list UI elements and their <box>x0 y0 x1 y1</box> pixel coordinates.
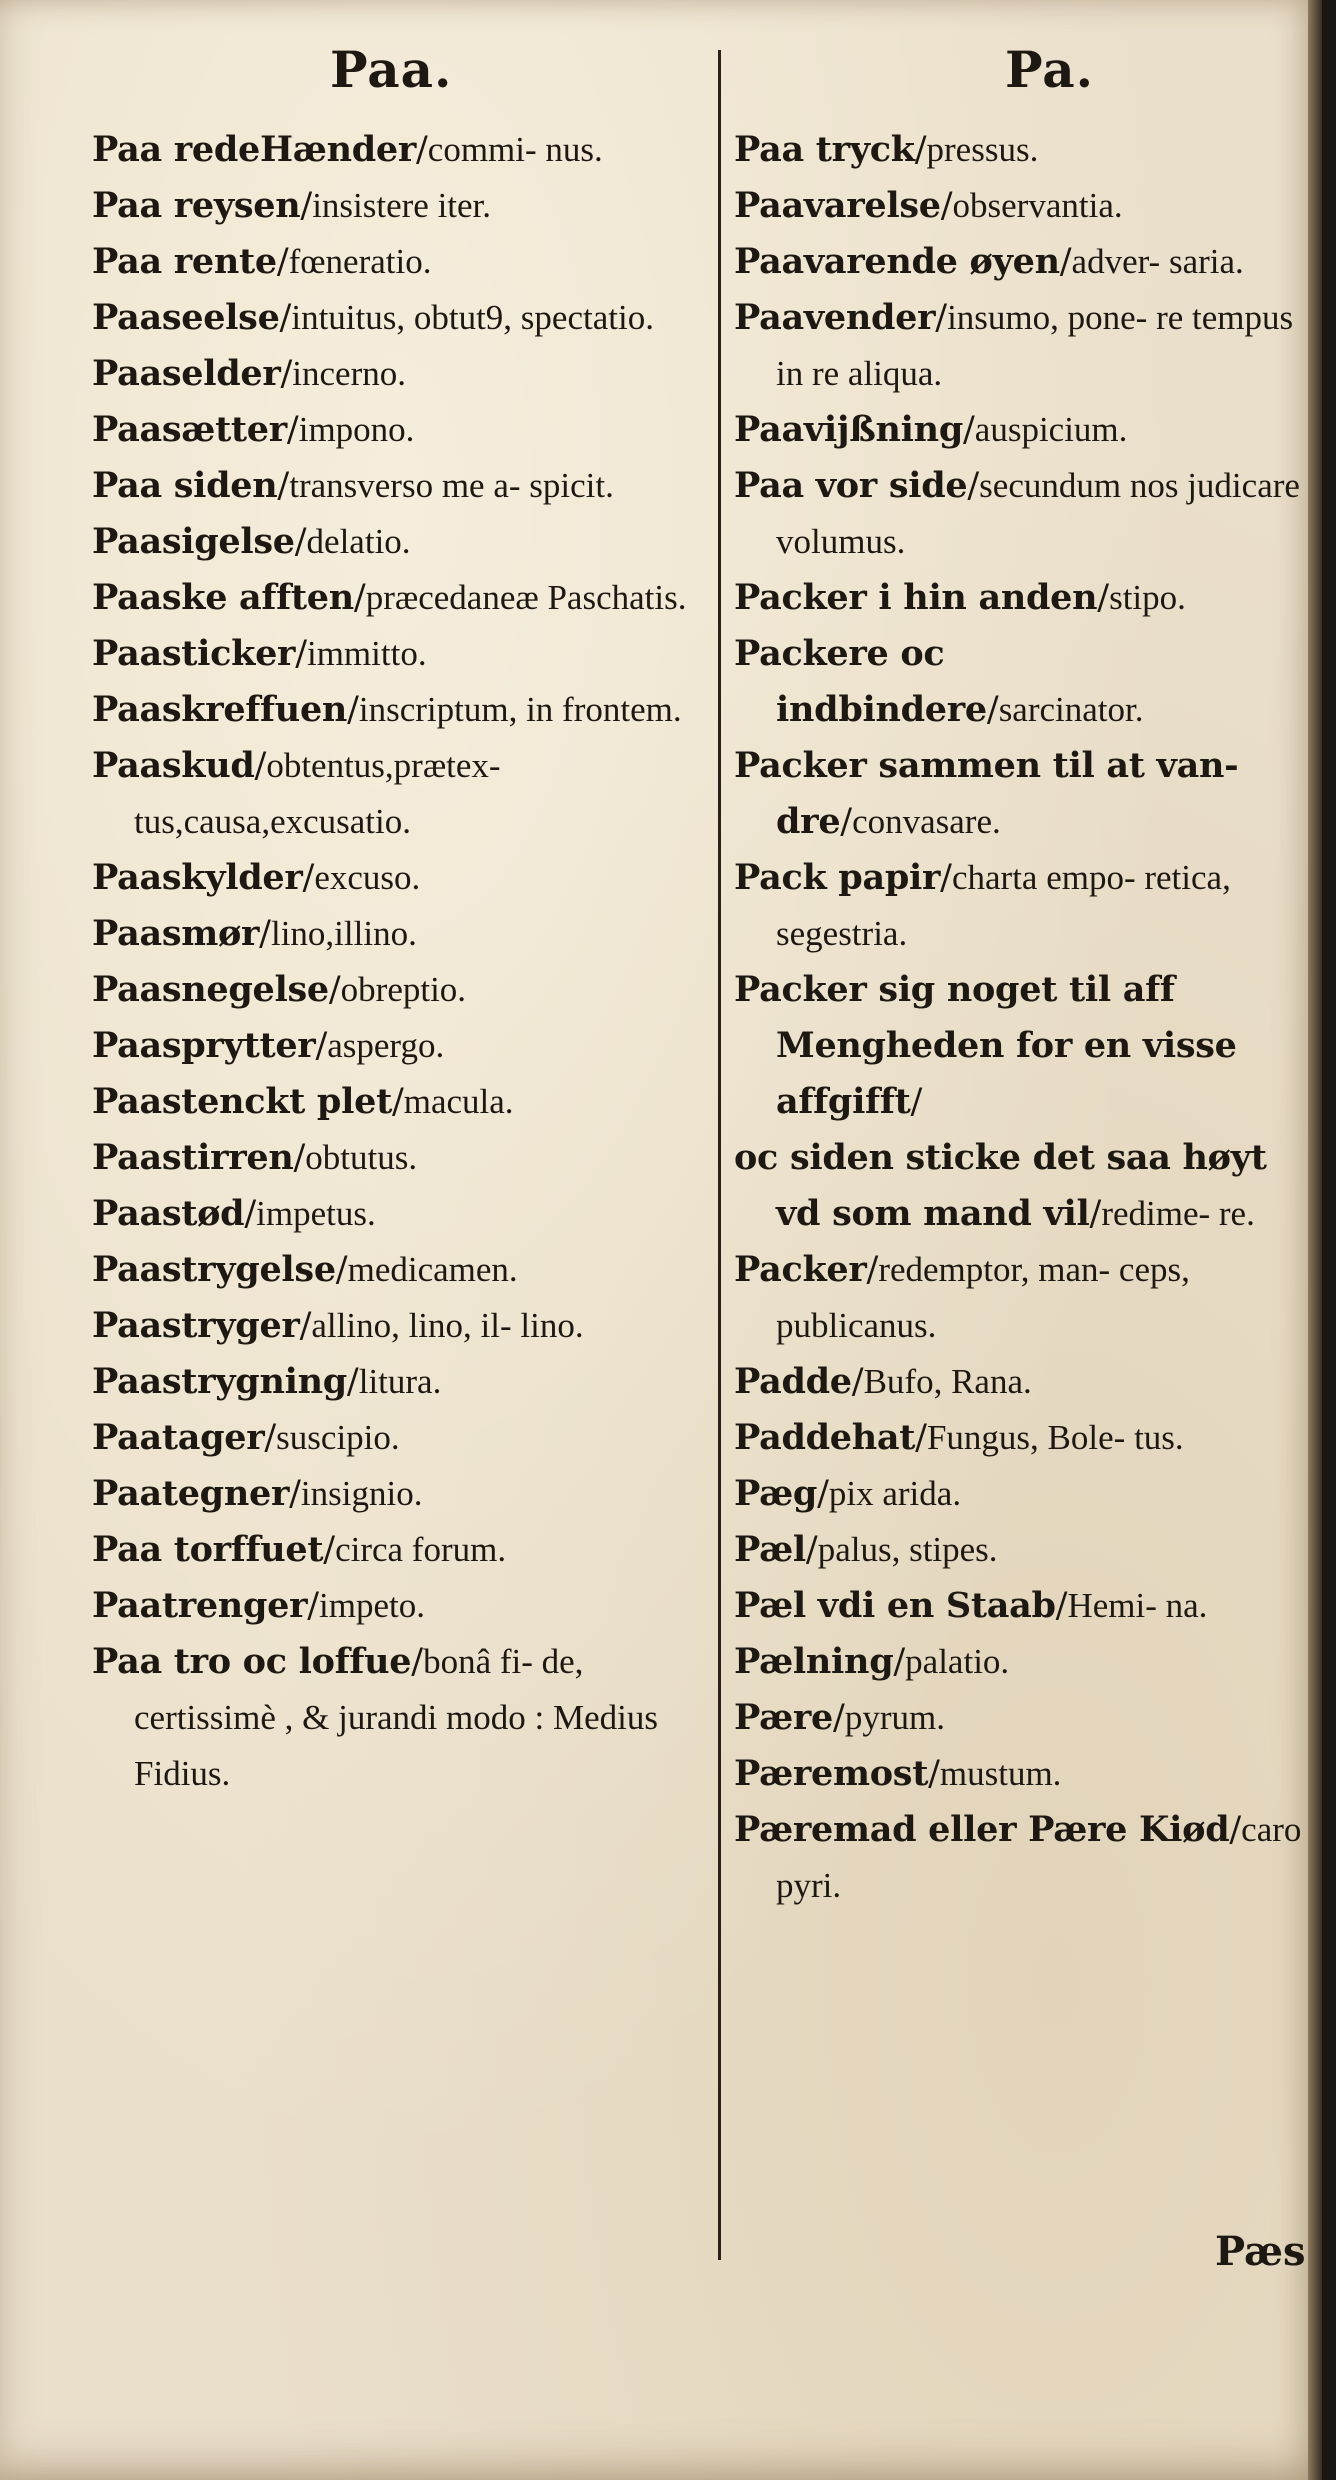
entry-headword: Paasætter <box>92 409 287 450</box>
dictionary-entry <box>734 1242 1322 1354</box>
entry-separator: / <box>416 130 428 170</box>
entry-definition: suscipio. <box>276 1418 400 1457</box>
entry-separator: / <box>335 1250 348 1290</box>
dictionary-entry <box>92 1186 704 1242</box>
entry-headword: Paaselder <box>92 353 281 394</box>
entry-separator: / <box>940 186 953 226</box>
entry-separator: / <box>986 690 999 730</box>
entry-headword: Paatager <box>92 1417 265 1458</box>
entry-separator: / <box>295 634 307 674</box>
entry-definition: pix arida. <box>828 1474 962 1513</box>
dictionary-entry <box>92 234 704 290</box>
entry-definition: præcedaneæ Paschatis. <box>365 578 687 617</box>
right-column <box>734 122 1322 1914</box>
entry-definition: medicamen. <box>347 1250 518 1289</box>
dictionary-entry <box>734 738 1322 850</box>
entry-headword: Pæl <box>734 1529 806 1570</box>
dictionary-entry <box>92 1298 704 1354</box>
entry-definition: inscriptum, in frontem. <box>358 690 682 729</box>
dictionary-entry <box>92 1130 704 1186</box>
entry-definition: secundum nos judicare volumus. <box>776 466 1300 561</box>
entry-separator: / <box>1097 578 1110 618</box>
entry-definition: adver- saria. <box>1071 242 1244 281</box>
entry-headword: Paastirren <box>92 1137 294 1178</box>
entry-headword: Paastenckt plet <box>92 1081 392 1122</box>
dictionary-entry <box>92 1018 704 1074</box>
entry-definition: macula. <box>403 1082 514 1121</box>
entry-headword: Paaske afften <box>92 577 354 618</box>
entry-separator: / <box>805 1530 818 1570</box>
entry-definition: palus, stipes. <box>817 1530 998 1569</box>
entry-definition: Hemi- na. <box>1067 1586 1208 1625</box>
entry-headword: Paa tryck <box>734 129 915 170</box>
entry-headword: Paasticker <box>92 633 296 674</box>
entry-headword: Padde <box>734 1361 852 1402</box>
entry-headword: Pack papir <box>734 857 941 898</box>
entry-definition: insumo, pone- re tempus in re aliqua. <box>776 298 1294 393</box>
dictionary-entry <box>734 402 1322 458</box>
entry-separator: / <box>293 1138 306 1178</box>
entry-definition: Fungus, Bole- tus. <box>926 1418 1184 1457</box>
entry-definition: excuso. <box>314 858 421 897</box>
entry-separator: / <box>411 1642 424 1682</box>
dictionary-entry <box>734 178 1322 234</box>
entry-headword: Paavijßning <box>734 409 963 450</box>
entry-headword: Paasigelse <box>92 521 295 562</box>
left-column-header: Paa. <box>330 40 453 99</box>
entry-definition: commi- nus. <box>427 130 603 169</box>
column-divider <box>718 50 721 2260</box>
dictionary-entry <box>92 906 704 962</box>
entry-definition: auspicium. <box>974 410 1128 449</box>
dictionary-entry <box>734 850 1322 962</box>
catchword: Pæs <box>1215 2228 1306 2275</box>
entry-definition: circa forum. <box>335 1530 507 1569</box>
dictionary-entry <box>92 122 704 178</box>
entry-separator: / <box>244 1194 257 1234</box>
entry-headword: Paa vor side <box>734 465 968 506</box>
entry-definition: insistere iter. <box>312 186 492 225</box>
dictionary-entry <box>734 570 1322 626</box>
entry-separator: / <box>1055 1586 1068 1626</box>
entry-separator: / <box>279 298 292 338</box>
entry-headword: Paastrygelse <box>92 1249 336 1290</box>
entry-headword: Paastryger <box>92 1305 300 1346</box>
entry-headword: Paa reysen <box>92 185 301 226</box>
entry-separator: / <box>353 578 366 618</box>
entry-separator: / <box>323 1530 336 1570</box>
entry-definition: redemptor, man- ceps, publicanus. <box>776 1250 1190 1345</box>
entry-definition: incerno. <box>292 354 406 393</box>
entry-separator: / <box>276 242 289 282</box>
entry-headword: Paa tro oc loffue <box>92 1641 412 1682</box>
entry-definition: observantia. <box>952 186 1123 225</box>
dictionary-entry <box>92 1242 704 1298</box>
entry-separator: / <box>328 970 341 1010</box>
entry-headword: Paavender <box>734 297 936 338</box>
entry-definition: fœneratio. <box>288 242 432 281</box>
entry-definition: transverso me a- spicit. <box>289 466 614 505</box>
entry-separator: / <box>840 802 853 842</box>
entry-definition: obtutus. <box>305 1138 418 1177</box>
entry-separator: / <box>1089 1194 1102 1234</box>
entry-headword: Paa siden <box>92 465 278 506</box>
dictionary-entry <box>734 1578 1322 1634</box>
entry-headword: Paastrygning <box>92 1361 347 1402</box>
entry-definition: caro pyri. <box>776 1810 1302 1905</box>
dictionary-entry <box>734 1466 1322 1522</box>
entry-headword: Paddehat <box>734 1417 916 1458</box>
dictionary-entry <box>734 1802 1322 1914</box>
left-column <box>92 122 704 1802</box>
dictionary-entry <box>92 514 704 570</box>
entry-separator: / <box>277 466 290 506</box>
entry-headword: Paategner <box>92 1473 290 1514</box>
entry-definition: bonâ fi- de, certissimè , & jurandi modo : Medius Fidius. <box>134 1642 658 1793</box>
entry-separator: / <box>302 858 315 898</box>
dictionary-entry <box>92 626 704 682</box>
dictionary-entry <box>734 1690 1322 1746</box>
dictionary-entry <box>92 1522 704 1578</box>
entry-separator: / <box>915 1418 927 1458</box>
entry-headword: Pæg <box>734 1473 818 1514</box>
dictionary-entry <box>734 1634 1322 1690</box>
entry-separator: / <box>1229 1810 1242 1850</box>
entry-headword: Paa rente <box>92 241 277 282</box>
entry-separator: / <box>264 1418 277 1458</box>
entry-separator: / <box>817 1474 829 1514</box>
dictionary-entry <box>92 1578 704 1634</box>
entry-separator: / <box>893 1642 906 1682</box>
entry-headword: Paatrenger <box>92 1585 308 1626</box>
entry-definition: convasare. <box>852 802 1001 841</box>
dictionary-entry <box>92 570 704 626</box>
entry-separator: / <box>1059 242 1072 282</box>
entry-separator: / <box>289 1474 301 1514</box>
entry-separator: / <box>299 1306 312 1346</box>
dictionary-entry <box>734 626 1322 738</box>
entry-separator: / <box>254 746 267 786</box>
dictionary-entry <box>92 178 704 234</box>
entry-separator: / <box>286 410 299 450</box>
dictionary-entry <box>734 458 1322 570</box>
entry-definition: delatio. <box>306 522 411 561</box>
right-column-header: Pa. <box>1005 40 1095 99</box>
entry-separator: / <box>851 1362 864 1402</box>
entry-definition: obreptio. <box>340 970 467 1009</box>
dictionary-entry <box>92 290 704 346</box>
entry-headword: Paaseelse <box>92 297 280 338</box>
entry-headword: Paaskud <box>92 745 255 786</box>
dictionary-entry <box>734 1354 1322 1410</box>
entry-headword: Paaskreffuen <box>92 689 348 730</box>
dictionary-entry <box>734 1522 1322 1578</box>
entry-definition: impetus. <box>256 1194 376 1233</box>
entry-headword: Pæl vdi en Staab <box>734 1585 1056 1626</box>
entry-definition: mustum. <box>939 1754 1062 1793</box>
entry-definition: Bufo, Rana. <box>863 1362 1032 1401</box>
entry-separator: / <box>259 914 271 954</box>
entry-headword: Paa redeHænder <box>92 129 416 170</box>
dictionary-entry <box>734 1746 1322 1802</box>
entry-separator: / <box>914 130 927 170</box>
dictionary-entry <box>734 234 1322 290</box>
entry-headword: oc siden sticke det saa høyt vd som mand vil <box>734 1137 1267 1234</box>
entry-headword: Pære <box>734 1697 834 1738</box>
dictionary-entry <box>734 1410 1322 1466</box>
dictionary-entry <box>92 682 704 738</box>
dictionary-entry <box>92 1466 704 1522</box>
entry-headword: Packer <box>734 1249 867 1290</box>
entry-separator: / <box>940 858 952 898</box>
dictionary-entry <box>92 346 704 402</box>
dictionary-entry <box>92 738 704 850</box>
dictionary-entry <box>734 962 1322 1130</box>
dictionary-entry <box>92 1634 704 1802</box>
entry-separator: / <box>967 466 980 506</box>
dictionary-entry <box>734 1130 1322 1242</box>
entry-headword: Pælning <box>734 1641 894 1682</box>
entry-definition: impeto. <box>319 1586 426 1625</box>
dictionary-entry <box>92 1074 704 1130</box>
dictionary-entry <box>92 402 704 458</box>
entry-headword: Paasmør <box>92 913 260 954</box>
entry-separator: / <box>833 1698 845 1738</box>
entry-definition: lino,illino. <box>270 914 417 953</box>
entry-definition: stipo. <box>1109 578 1186 617</box>
dictionary-entry <box>92 458 704 514</box>
dictionary-entry <box>92 850 704 906</box>
entry-separator: / <box>294 522 307 562</box>
entry-definition: redime- re. <box>1101 1194 1255 1233</box>
entry-separator: / <box>300 186 313 226</box>
entry-separator: / <box>866 1250 879 1290</box>
entry-headword: Packer i hin anden <box>734 577 1098 618</box>
entry-headword: Paavarende øyen <box>734 241 1060 282</box>
entry-definition: aspergo. <box>327 1026 445 1065</box>
entry-separator: / <box>391 1082 404 1122</box>
entry-headword: Paasnegelse <box>92 969 329 1010</box>
entry-headword: Paastød <box>92 1193 245 1234</box>
entry-definition: charta empo- retica, segestria. <box>776 858 1231 953</box>
entry-definition: immitto. <box>306 634 427 673</box>
entry-headword: Paaskylder <box>92 857 303 898</box>
entry-separator: / <box>928 1754 940 1794</box>
entry-separator: / <box>315 1026 328 1066</box>
dictionary-entry <box>734 122 1322 178</box>
entry-headword: Paasprytter <box>92 1025 316 1066</box>
entry-definition: impono. <box>298 410 415 449</box>
dictionary-entry <box>92 1354 704 1410</box>
entry-definition: palatio. <box>905 1642 1010 1681</box>
entry-definition: pyrum. <box>844 1698 945 1737</box>
entry-definition: insignio. <box>300 1474 423 1513</box>
entry-separator: / <box>280 354 293 394</box>
entry-headword: Pæremad eller Pære Kiød <box>734 1809 1230 1850</box>
entry-separator: / <box>346 1362 359 1402</box>
entry-definition: litura. <box>358 1362 442 1401</box>
entry-separator: / <box>935 298 948 338</box>
dictionary-entry <box>92 1410 704 1466</box>
dictionary-entry <box>92 962 704 1018</box>
entry-headword: Packere oc indbindere <box>734 633 987 730</box>
entry-definition: allino, lino, il- lino. <box>311 1306 584 1345</box>
dictionary-entry <box>734 290 1322 402</box>
entry-headword: Packer sammen til at van- dre <box>734 745 1239 842</box>
entry-headword: Paavarelse <box>734 185 941 226</box>
entry-headword: Paa torffuet <box>92 1529 324 1570</box>
entry-separator: / <box>347 690 359 730</box>
entry-definition: obtentus,prætex- tus,causa,excusatio. <box>134 746 501 841</box>
entry-headword: Pæremost <box>734 1753 929 1794</box>
entry-definition: intuitus, obtut9, spectatio. <box>291 298 654 337</box>
entry-headword: Packer sig noget til aff Mengheden for en visse affgifft <box>734 969 1237 1122</box>
entry-separator: / <box>910 1082 923 1122</box>
entry-separator: / <box>963 410 975 450</box>
entry-definition: sarcinator. <box>998 690 1144 729</box>
entry-definition: pressus. <box>926 130 1039 169</box>
entry-separator: / <box>307 1586 320 1626</box>
